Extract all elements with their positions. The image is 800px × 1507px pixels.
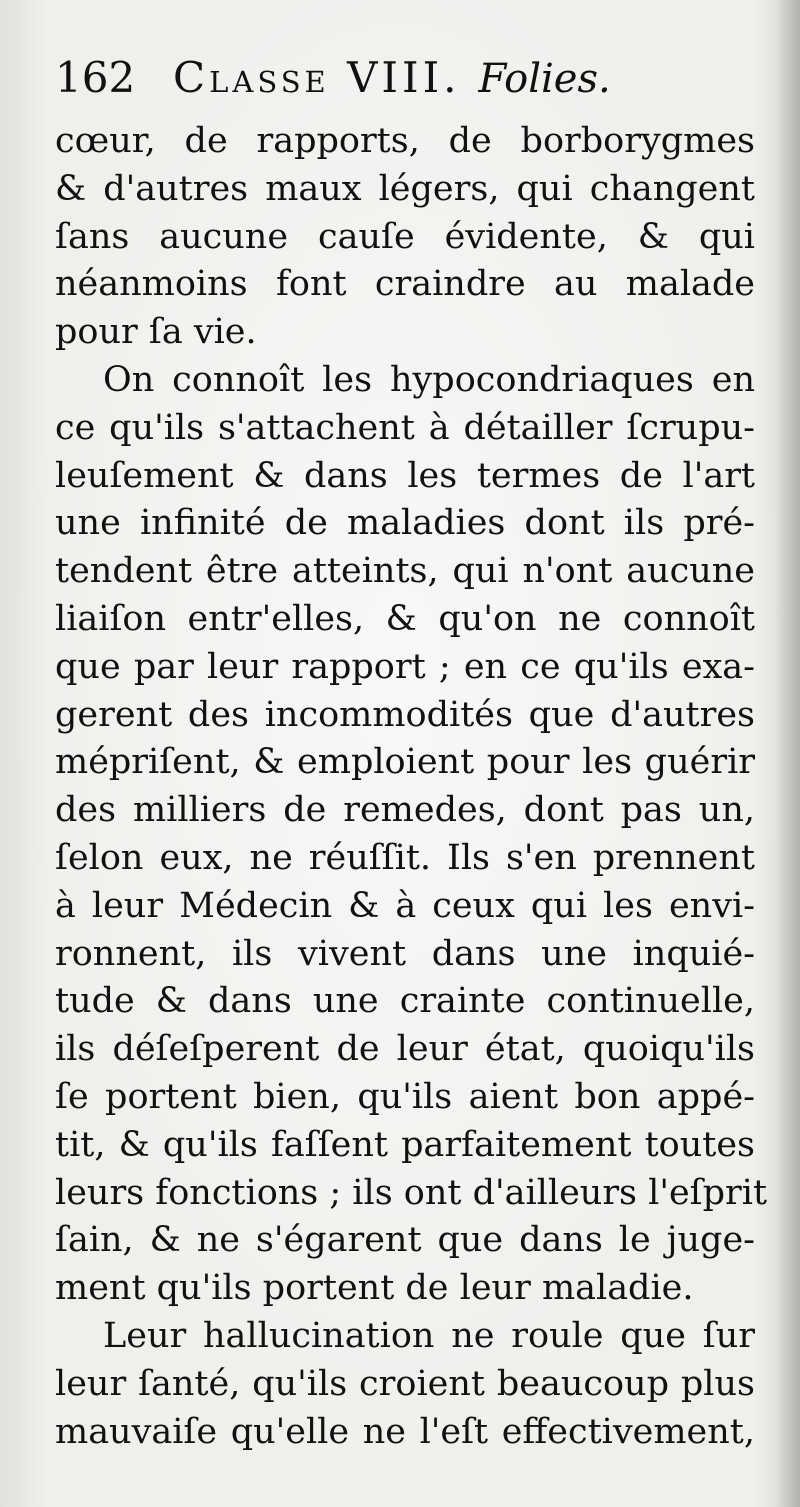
text-line: mauvaiſe qu'elle ne l'eſt effectivement, [55, 1411, 755, 1452]
text-line: cœur, de rapports, de borborygmes [55, 121, 755, 161]
text-line: ce qu'ils s'attachent à détailler ſcrupu- [55, 407, 755, 448]
text-line: ſain, & ne s'égarent que dans le juge- [55, 1220, 755, 1261]
text-line: Leur hallucination ne roule que ſur [103, 1315, 755, 1356]
text-line: ils déſeſperent de leur état, quoiqu'ils [55, 1029, 755, 1070]
text-line: leurs fonctions ; ils ont d'ailleurs l'eſprit [55, 1172, 768, 1213]
text-line: & d'autres maux légers, qui changent [55, 168, 755, 209]
text-line: que par leur rapport ; en ce qu'ils exa- [55, 646, 755, 687]
text-line: liaiſon entr'elles, & qu'on ne connoît [55, 598, 755, 639]
section-title: Folies. [478, 56, 611, 102]
text-line: ment qu'ils portent de leur maladie. [55, 1268, 694, 1309]
text-line: pour ſa vie. [55, 312, 257, 353]
text-line: néanmoins font craindre au malade [55, 264, 755, 305]
running-head [55, 50, 755, 106]
text-line: tit, & qu'ils faſſent parfaitement toutes [55, 1124, 755, 1165]
text-line: tude & dans une crainte continuelle, [55, 981, 755, 1022]
text-line: leur ſanté, qu'ils croient beaucoup plus [55, 1363, 755, 1404]
text-line: une infinité de maladies dont ils pré- [55, 503, 755, 544]
class-title: Classe VIII. [173, 53, 461, 102]
text-line: ſe portent bien, qu'ils aient bon appé- [55, 1076, 755, 1117]
text-line: leuſement & dans les termes de l'art [55, 455, 755, 496]
text-line: mépriſent, & emploient pour les guérir [55, 742, 755, 783]
text-line: gerent des incommodités que d'autres [55, 694, 755, 735]
text-line: tendent être atteints, qui n'ont aucune [55, 551, 755, 592]
text-line: ronnent, ils vivent dans une inquié- [55, 933, 755, 974]
text-line: ſans aucune cauſe évidente, & qui [55, 216, 755, 257]
text-line: à leur Médecin & à ceux qui les envi- [55, 885, 755, 926]
text-line: ſelon eux, ne réuſſit. Ils s'en prennent [55, 837, 755, 878]
page-number: 162 [55, 53, 136, 102]
text-line: des milliers de remedes, dont pas un, [55, 790, 755, 831]
text-line: On connoît les hypocondriaques en [103, 359, 755, 400]
body-text [55, 118, 768, 1456]
